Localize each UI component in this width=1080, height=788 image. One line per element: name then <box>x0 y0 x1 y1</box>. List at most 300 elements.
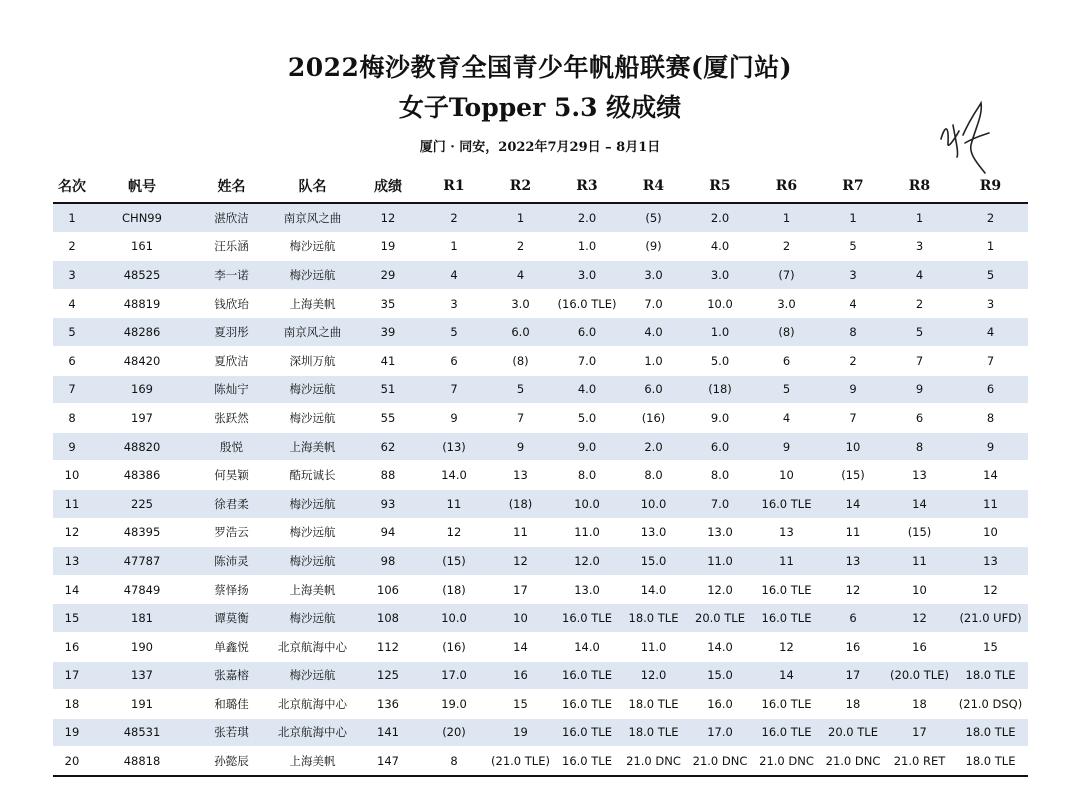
table-cell: 5 <box>953 261 1028 290</box>
table-row <box>53 404 1028 433</box>
table-cell: 12 <box>487 547 554 576</box>
column-header: R7 <box>820 170 886 203</box>
table-cell: 14 <box>953 461 1028 490</box>
table-cell: 88 <box>355 461 421 490</box>
table-cell: (18) <box>687 375 753 404</box>
table-cell: 21.0 DNC <box>620 747 687 776</box>
table-cell: 13.0 <box>554 575 620 604</box>
table-cell: 169 <box>91 375 193 404</box>
table-row <box>53 575 1028 604</box>
table-cell: 35 <box>355 289 421 318</box>
table-cell: 7.0 <box>554 346 620 375</box>
table-cell: 13.0 <box>620 518 687 547</box>
table-cell: 12 <box>820 575 886 604</box>
table-cell: 3 <box>53 261 91 290</box>
table-row <box>53 718 1028 747</box>
table-cell: 6 <box>820 604 886 633</box>
table-cell: 6.0 <box>620 375 687 404</box>
table-cell: 7.0 <box>620 289 687 318</box>
table-cell: 何昊颖 <box>193 461 270 490</box>
table-cell: 11.0 <box>687 547 753 576</box>
table-cell: 13 <box>886 461 953 490</box>
table-cell: 北京航海中心 <box>270 632 355 661</box>
table-cell: 5 <box>421 318 487 347</box>
table-cell: 11 <box>820 518 886 547</box>
column-header: R5 <box>687 170 753 203</box>
table-cell: 62 <box>355 432 421 461</box>
table-cell: 4 <box>753 404 820 433</box>
table-cell: 47849 <box>91 575 193 604</box>
table-cell: 7 <box>53 375 91 404</box>
table-cell: 夏欣洁 <box>193 346 270 375</box>
table-cell: 12 <box>355 203 421 232</box>
table-cell: 17 <box>53 661 91 690</box>
table-cell: 48525 <box>91 261 193 290</box>
table-cell: 梅沙远航 <box>270 661 355 690</box>
table-cell: 13.0 <box>687 518 753 547</box>
table-cell: 南京风之曲 <box>270 203 355 232</box>
table-cell: 1 <box>953 232 1028 261</box>
table-cell: 17 <box>487 575 554 604</box>
table-cell: 108 <box>355 604 421 633</box>
table-row <box>53 747 1028 776</box>
table-cell: 20.0 TLE <box>687 604 753 633</box>
table-cell: 11.0 <box>554 518 620 547</box>
table-cell: 55 <box>355 404 421 433</box>
table-cell: (5) <box>620 203 687 232</box>
table-cell: 10 <box>953 518 1028 547</box>
table-cell: 1.0 <box>687 318 753 347</box>
table-cell: 3.0 <box>687 261 753 290</box>
table-cell: 3 <box>820 261 886 290</box>
table-cell: 19 <box>53 718 91 747</box>
table-cell: 2.0 <box>687 203 753 232</box>
table-row <box>53 489 1028 518</box>
table-cell: 21.0 DNC <box>753 747 820 776</box>
table-cell: 16.0 TLE <box>753 718 820 747</box>
table-cell: (18) <box>421 575 487 604</box>
table-cell: 18 <box>820 690 886 719</box>
column-header: R2 <box>487 170 554 203</box>
table-cell: 李一诺 <box>193 261 270 290</box>
column-header: 帆号 <box>91 170 193 203</box>
table-cell: 4 <box>53 289 91 318</box>
table-cell: 9 <box>886 375 953 404</box>
table-cell: 9 <box>421 404 487 433</box>
table-cell: 南京风之曲 <box>270 318 355 347</box>
table-cell: 5 <box>487 375 554 404</box>
table-cell: 48818 <box>91 747 193 776</box>
table-cell: 10 <box>753 461 820 490</box>
results-table <box>53 170 1028 777</box>
table-cell: 14 <box>487 632 554 661</box>
table-cell: 1 <box>487 203 554 232</box>
table-cell: 梅沙远航 <box>270 518 355 547</box>
table-cell: 15 <box>953 632 1028 661</box>
table-cell: 1 <box>53 203 91 232</box>
table-cell: 48386 <box>91 461 193 490</box>
table-cell: 48395 <box>91 518 193 547</box>
table-cell: 梅沙远航 <box>270 489 355 518</box>
table-cell: 21.0 DNC <box>687 747 753 776</box>
table-cell: (8) <box>487 346 554 375</box>
table-cell: 125 <box>355 661 421 690</box>
table-row <box>53 690 1028 719</box>
table-cell: 3.0 <box>620 261 687 290</box>
table-cell: 蔡怿扬 <box>193 575 270 604</box>
table-cell: 48420 <box>91 346 193 375</box>
table-cell: (15) <box>886 518 953 547</box>
table-cell: 16 <box>820 632 886 661</box>
table-cell: 16.0 TLE <box>753 604 820 633</box>
table-cell: 19 <box>487 718 554 747</box>
table-cell: 6.0 <box>687 432 753 461</box>
table-cell: 13 <box>487 461 554 490</box>
column-header: R9 <box>953 170 1028 203</box>
table-cell: 7 <box>421 375 487 404</box>
table-cell: 2 <box>886 289 953 318</box>
column-header: R8 <box>886 170 953 203</box>
table-cell: (21.0 TLE) <box>487 747 554 776</box>
table-cell: 5 <box>753 375 820 404</box>
table-cell: 13 <box>953 547 1028 576</box>
table-cell: 4.0 <box>554 375 620 404</box>
table-cell: 17 <box>886 718 953 747</box>
column-header: 成绩 <box>355 170 421 203</box>
table-row <box>53 232 1028 261</box>
table-cell: 14 <box>820 489 886 518</box>
table-row <box>53 346 1028 375</box>
table-cell: 5.0 <box>554 404 620 433</box>
table-cell: 17.0 <box>421 661 487 690</box>
table-cell: 13 <box>820 547 886 576</box>
table-cell: 酷玩诚长 <box>270 461 355 490</box>
table-row <box>53 432 1028 461</box>
table-cell: 和璐佳 <box>193 690 270 719</box>
table-cell: 2 <box>820 346 886 375</box>
table-cell: 8.0 <box>554 461 620 490</box>
table-row <box>53 261 1028 290</box>
table-cell: 单鑫悦 <box>193 632 270 661</box>
table-cell: 10 <box>820 432 886 461</box>
column-header: R4 <box>620 170 687 203</box>
table-cell: 29 <box>355 261 421 290</box>
table-cell: 4 <box>820 289 886 318</box>
table-cell: 6 <box>953 375 1028 404</box>
table-cell: 14.0 <box>421 461 487 490</box>
table-cell: 14.0 <box>620 575 687 604</box>
table-row <box>53 547 1028 576</box>
table-cell: 罗浩云 <box>193 518 270 547</box>
table-cell: 225 <box>91 489 193 518</box>
table-cell: 12.0 <box>554 547 620 576</box>
table-cell: 上海美帆 <box>270 575 355 604</box>
table-cell: 张跃然 <box>193 404 270 433</box>
table-cell: 7 <box>886 346 953 375</box>
table-cell: 93 <box>355 489 421 518</box>
table-cell: 18 <box>886 690 953 719</box>
table-row <box>53 518 1028 547</box>
table-cell: 18.0 TLE <box>620 718 687 747</box>
table-cell: 16.0 TLE <box>554 690 620 719</box>
table-cell: 深圳万航 <box>270 346 355 375</box>
table-cell: 7 <box>820 404 886 433</box>
table-cell: 10.0 <box>620 489 687 518</box>
table-cell: 10.0 <box>554 489 620 518</box>
table-cell: 11 <box>753 547 820 576</box>
table-cell: 11 <box>53 489 91 518</box>
table-cell: 3 <box>886 232 953 261</box>
column-header: 名次 <box>53 170 91 203</box>
table-cell: (20.0 TLE) <box>886 661 953 690</box>
table-cell: 谭莫衡 <box>193 604 270 633</box>
table-cell: 8 <box>421 747 487 776</box>
page-title: 2022梅沙教育全国青少年帆船联赛(厦门站) <box>287 53 793 82</box>
table-cell: 8.0 <box>620 461 687 490</box>
table-cell: 21.0 RET <box>886 747 953 776</box>
class-title: 女子Topper 5.3 级成绩 <box>398 93 682 122</box>
table-cell: 14 <box>886 489 953 518</box>
table-cell: 15 <box>53 604 91 633</box>
table-cell: 陈灿宁 <box>193 375 270 404</box>
table-cell: 16.0 TLE <box>554 747 620 776</box>
table-cell: 2 <box>53 232 91 261</box>
table-cell: 48819 <box>91 289 193 318</box>
table-cell: 197 <box>91 404 193 433</box>
table-cell: 13 <box>753 518 820 547</box>
table-cell: 9 <box>953 432 1028 461</box>
table-cell: 11 <box>487 518 554 547</box>
table-cell: 张嘉榕 <box>193 661 270 690</box>
table-cell: 5 <box>820 232 886 261</box>
table-cell: 11 <box>886 547 953 576</box>
table-cell: 3.0 <box>753 289 820 318</box>
table-cell: 18.0 TLE <box>953 718 1028 747</box>
table-cell: 4.0 <box>620 318 687 347</box>
table-cell: (21.0 DSQ) <box>953 690 1028 719</box>
table-cell: 1.0 <box>620 346 687 375</box>
table-cell: 湛欣洁 <box>193 203 270 232</box>
table-cell: 9 <box>487 432 554 461</box>
table-cell: 94 <box>355 518 421 547</box>
table-cell: 20.0 TLE <box>820 718 886 747</box>
table-cell: 汪乐涵 <box>193 232 270 261</box>
table-cell: 10 <box>53 461 91 490</box>
table-cell: 12 <box>886 604 953 633</box>
table-cell: 141 <box>355 718 421 747</box>
table-cell: 18.0 TLE <box>953 747 1028 776</box>
table-cell: 孙懿辰 <box>193 747 270 776</box>
table-cell: 47787 <box>91 547 193 576</box>
table-cell: 14.0 <box>554 632 620 661</box>
table-cell: 20 <box>53 747 91 776</box>
table-cell: (16.0 TLE) <box>554 289 620 318</box>
table-cell: 16.0 TLE <box>753 575 820 604</box>
table-cell: 15.0 <box>620 547 687 576</box>
table-cell: 17.0 <box>687 718 753 747</box>
table-cell: 2 <box>421 203 487 232</box>
table-cell: 9 <box>53 432 91 461</box>
table-cell: (13) <box>421 432 487 461</box>
column-header: R3 <box>554 170 620 203</box>
table-cell: 12 <box>53 518 91 547</box>
table-row <box>53 661 1028 690</box>
table-cell: 190 <box>91 632 193 661</box>
table-cell: 6.0 <box>554 318 620 347</box>
table-cell: 徐君柔 <box>193 489 270 518</box>
table-cell: 1 <box>753 203 820 232</box>
table-cell: 16.0 TLE <box>554 661 620 690</box>
table-cell: 梅沙远航 <box>270 547 355 576</box>
table-cell: 39 <box>355 318 421 347</box>
table-header <box>53 170 1028 203</box>
table-cell: 上海美帆 <box>270 432 355 461</box>
table-cell: 梅沙远航 <box>270 404 355 433</box>
table-cell: 9 <box>753 432 820 461</box>
table-cell: (15) <box>421 547 487 576</box>
table-cell: 3.0 <box>487 289 554 318</box>
table-cell: 137 <box>91 661 193 690</box>
table-cell: 4 <box>487 261 554 290</box>
table-cell: 13 <box>53 547 91 576</box>
table-cell: 2 <box>953 203 1028 232</box>
table-cell: 2 <box>487 232 554 261</box>
table-cell: 19 <box>355 232 421 261</box>
table-cell: (20) <box>421 718 487 747</box>
table-cell: 1 <box>820 203 886 232</box>
table-cell: 4 <box>953 318 1028 347</box>
table-cell: 9 <box>820 375 886 404</box>
table-cell: 6 <box>53 346 91 375</box>
table-cell: 14 <box>753 661 820 690</box>
table-row <box>53 461 1028 490</box>
table-cell: 3 <box>421 289 487 318</box>
table-cell: 6 <box>421 346 487 375</box>
table-cell: 9.0 <box>554 432 620 461</box>
table-cell: 10.0 <box>421 604 487 633</box>
table-cell: 18.0 TLE <box>953 661 1028 690</box>
table-cell: 16.0 TLE <box>554 604 620 633</box>
table-cell: 18.0 TLE <box>620 690 687 719</box>
table-cell: 16.0 TLE <box>753 489 820 518</box>
table-cell: 10.0 <box>687 289 753 318</box>
table-cell: 上海美帆 <box>270 289 355 318</box>
table-row <box>53 289 1028 318</box>
table-cell: 98 <box>355 547 421 576</box>
table-cell: 5 <box>886 318 953 347</box>
table-cell: 1 <box>421 232 487 261</box>
table-cell: 48820 <box>91 432 193 461</box>
table-cell: 6.0 <box>487 318 554 347</box>
table-cell: 1.0 <box>554 232 620 261</box>
table-cell: 殷悦 <box>193 432 270 461</box>
table-cell: (18) <box>487 489 554 518</box>
table-cell: (7) <box>753 261 820 290</box>
table-cell: 3.0 <box>554 261 620 290</box>
table-cell: 161 <box>91 232 193 261</box>
table-cell: 1 <box>886 203 953 232</box>
table-cell: (15) <box>820 461 886 490</box>
table-cell: 北京航海中心 <box>270 718 355 747</box>
table-cell: 16.0 <box>687 690 753 719</box>
table-cell: 12 <box>753 632 820 661</box>
table-cell: 北京航海中心 <box>270 690 355 719</box>
column-header: R1 <box>421 170 487 203</box>
table-cell: 14.0 <box>687 632 753 661</box>
table-cell: 11 <box>953 489 1028 518</box>
table-cell: 9.0 <box>687 404 753 433</box>
table-cell: 16 <box>53 632 91 661</box>
signature-mark <box>935 95 995 175</box>
table-cell: 16.0 TLE <box>753 690 820 719</box>
table-cell: 8 <box>953 404 1028 433</box>
table-cell: 梅沙远航 <box>270 261 355 290</box>
table-cell: 7.0 <box>687 489 753 518</box>
table-cell: 18.0 TLE <box>620 604 687 633</box>
table-cell: 14 <box>53 575 91 604</box>
table-cell: 18 <box>53 690 91 719</box>
table-cell: 16.0 TLE <box>554 718 620 747</box>
table-cell: 191 <box>91 690 193 719</box>
table-cell: (16) <box>421 632 487 661</box>
table-cell: 梅沙远航 <box>270 604 355 633</box>
table-cell: (8) <box>753 318 820 347</box>
table-cell: 7 <box>953 346 1028 375</box>
column-header: 姓名 <box>193 170 270 203</box>
table-cell: 2.0 <box>620 432 687 461</box>
table-cell: 陈沛灵 <box>193 547 270 576</box>
table-cell: 5.0 <box>687 346 753 375</box>
table-cell: 2 <box>753 232 820 261</box>
table-cell: 48286 <box>91 318 193 347</box>
column-header: 队名 <box>270 170 355 203</box>
table-cell: 106 <box>355 575 421 604</box>
table-cell: 梅沙远航 <box>270 375 355 404</box>
table-cell: 6 <box>753 346 820 375</box>
table-row <box>53 203 1028 232</box>
table-row <box>53 318 1028 347</box>
table-cell: CHN99 <box>91 203 193 232</box>
table-cell: 16 <box>886 632 953 661</box>
table-cell: 12.0 <box>687 575 753 604</box>
table-cell: 4.0 <box>687 232 753 261</box>
table-cell: 181 <box>91 604 193 633</box>
table-cell: 上海美帆 <box>270 747 355 776</box>
column-header: R6 <box>753 170 820 203</box>
table-cell: 8.0 <box>687 461 753 490</box>
table-cell: 19.0 <box>421 690 487 719</box>
table-cell: 10 <box>886 575 953 604</box>
table-cell: 15 <box>487 690 554 719</box>
table-cell: 12 <box>421 518 487 547</box>
table-cell: 7 <box>487 404 554 433</box>
table-cell: 12.0 <box>620 661 687 690</box>
table-cell: 51 <box>355 375 421 404</box>
table-cell: 41 <box>355 346 421 375</box>
table-cell: 8 <box>820 318 886 347</box>
table-cell: 6 <box>886 404 953 433</box>
table-cell: 10 <box>487 604 554 633</box>
table-cell: (9) <box>620 232 687 261</box>
table-cell: 梅沙远航 <box>270 232 355 261</box>
table-cell: 147 <box>355 747 421 776</box>
table-cell: 4 <box>886 261 953 290</box>
table-cell: 21.0 DNC <box>820 747 886 776</box>
table-row <box>53 604 1028 633</box>
table-cell: 钱欣珆 <box>193 289 270 318</box>
table-cell: 8 <box>886 432 953 461</box>
table-cell: 136 <box>355 690 421 719</box>
